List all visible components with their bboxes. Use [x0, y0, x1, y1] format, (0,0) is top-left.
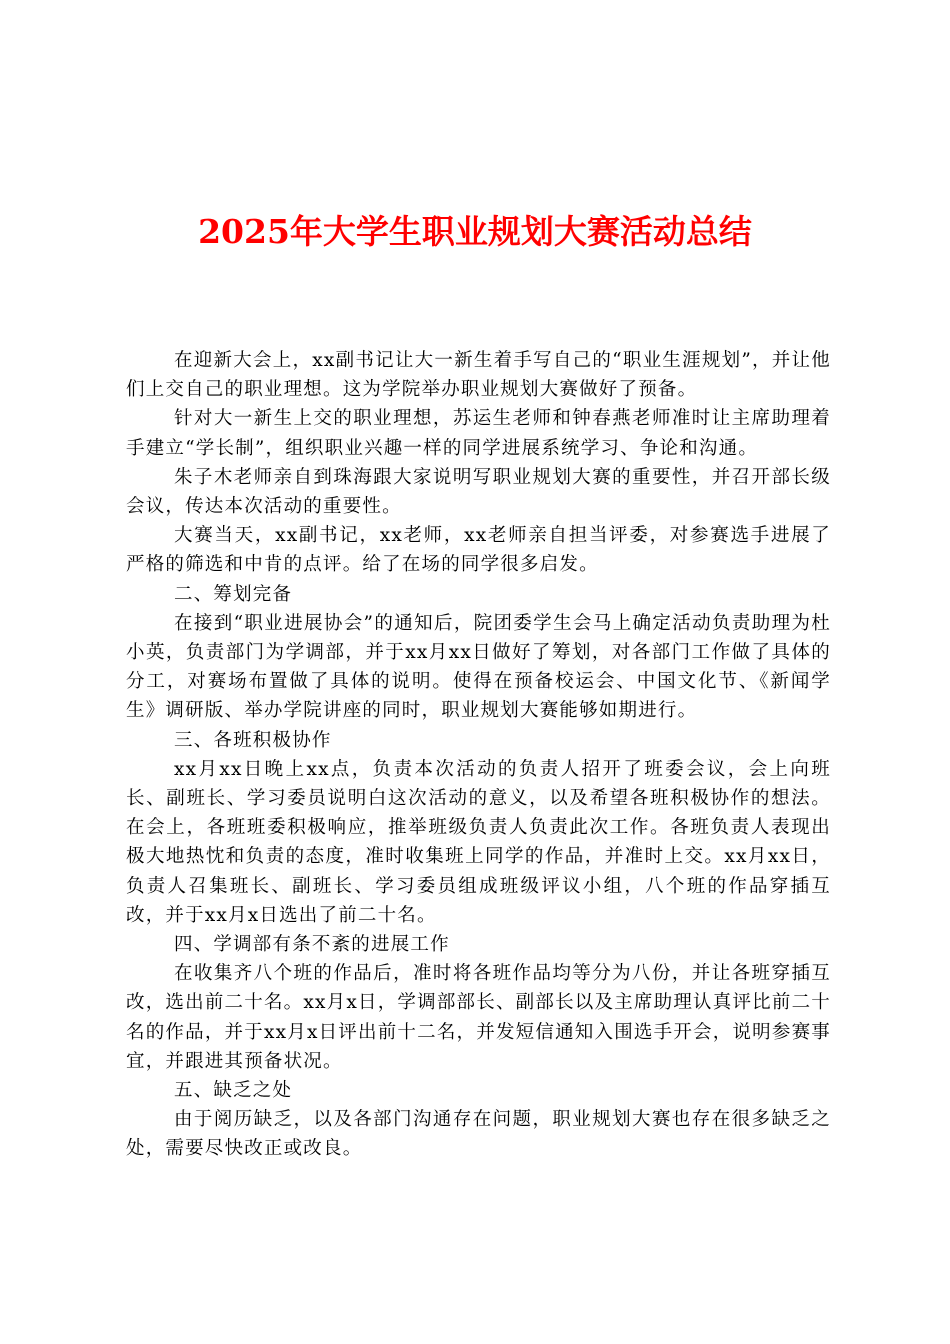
section-heading: 四、学调部有条不紊的进展工作	[174, 934, 450, 956]
paragraph: 在接到“职业进展协会”的通知后，院团委学生会马上确定活动负责助理为杜小英，负责部门为学调部，并于xx月xx日做好了筹划，对各部门工作做了具体的分工，对赛场布置做了具体的说明。使得在预备校运会、中国文化节、《新闻学生》调研版、举办学院讲座的同时，职业规划大赛能够如期进行。	[126, 612, 831, 722]
section-heading: 五、缺乏之处	[174, 1080, 293, 1102]
paragraph: 大赛当天，xx副书记，xx老师，xx老师亲自担当评委，对参赛选手进展了严格的筛选和中肯的点评。给了在场的同学很多启发。	[126, 525, 831, 576]
section-heading: 三、各班积极协作	[174, 729, 332, 751]
paragraph: xx月xx日晚上xx点，负责本次活动的负责人招开了班委会议，会上向班长、副班长、学习委员说明白这次活动的意义，以及希望各班积极协作的想法。在会上，各班班委积极响应，推举班级负责人负责此次工作。各班负责人表现出极大地热忱和负责的态度，准时收集班上同学的作品，并准时上交。xx月xx日，负责人召集班长、副班长、学习委员组成班级评议小组，八个班的作品穿插互改，并于xx月x日选出了前二十名。	[126, 758, 831, 926]
paragraph: 针对大一新生上交的职业理想，苏运生老师和钟春燕老师准时让主席助理着手建立“学长制”，组织职业兴趣一样的同学进展系统学习、争论和沟通。	[126, 408, 831, 459]
paragraph: 在收集齐八个班的作品后，准时将各班作品均等分为八份，并让各班穿插互改，选出前二十名。xx月x日，学调部部长、副部长以及主席助理认真评比前二十名的作品，并于xx月x日评出前十二名，并发短信通知入围选手开会，说明参赛事宜，并跟进其预备状况。	[126, 963, 831, 1072]
paragraph: 由于阅历缺乏，以及各部门沟通存在问题，职业规划大赛也存在很多缺乏之处，需要尽快改正或改良。	[126, 1109, 831, 1160]
section-heading: 二、筹划完备	[174, 583, 293, 605]
paragraph: 朱子木老师亲自到珠海跟大家说明写职业规划大赛的重要性，并召开部长级会议，传达本次活动的重要性。	[126, 466, 831, 518]
document-title: 2025年大学生职业规划大赛活动总结	[198, 212, 752, 251]
paragraph: 在迎新大会上，xx副书记让大一新生着手写自己的“职业生涯规划”，并让他们上交自己的职业理想。这为学院举办职业规划大赛做好了预备。	[126, 350, 831, 401]
document-body	[126, 346, 831, 1164]
